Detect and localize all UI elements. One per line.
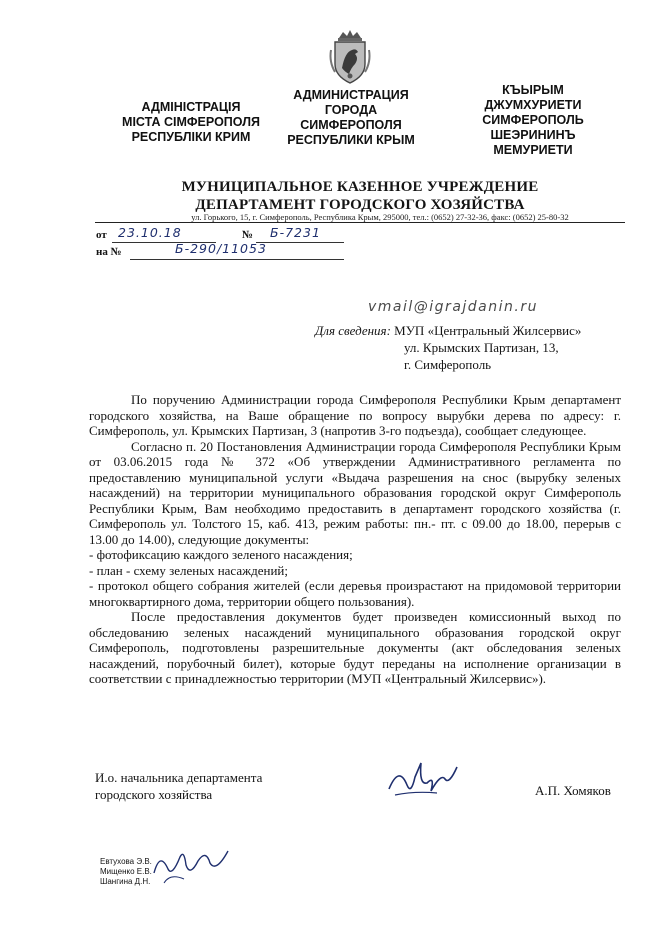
- header-line: СИМФЕРОПОЛЬ: [482, 113, 584, 127]
- header-line: РЕСПУБЛІКИ КРИМ: [131, 130, 251, 144]
- recipient-city: г. Симферополь: [404, 357, 492, 372]
- reference-value: Б-290/11053: [175, 241, 267, 256]
- document-list-item: - план - схему зеленых насаждений;: [89, 562, 288, 578]
- header-line: МІСТА СІМФЕРОПОЛЯ: [122, 115, 260, 129]
- date-label: от: [96, 229, 107, 241]
- handwritten-initials: [150, 843, 230, 888]
- signatory-name: А.П. Хомяков: [535, 783, 611, 798]
- document-list-item: - протокол общего собрания жителей (если деревья произрастают на придомовой территории многоквартирного дома, территории общего пользования).: [89, 578, 621, 609]
- header-russian-title: [276, 88, 426, 148]
- reference-label: на №: [96, 246, 122, 258]
- body-paragraph-2: Согласно п. 20 Постановления Администрации города Симферополя Республики Крым от 03.06.2015 года № 372 «Об утверждении Административного регламента по предоставлению муниципальной услуги «Выдача разрешения на снос (вырубку зеленых насаждений) на территории муниципального образования городской округ Симферополь Республики Крым, Вам необходимо предоставить в департамент городского хозяйства (г. Симферополь ул. Толстого 15, каб. 413, режим работы: пн.- пт. с 09.00 до 18.00, перерыв с 13.00 до 14.00), следующие документы:: [89, 438, 621, 547]
- date-value: 23.10.18: [118, 225, 182, 240]
- institution-name: [100, 178, 620, 214]
- header-line: АДМІНІСТРАЦІЯ: [141, 100, 241, 114]
- signatory-title: [95, 769, 262, 803]
- body-paragraph-1: По поручению Администрации города Симферополя Республики Крым департамент городского хозяйства, на Ваше обращение по вопросу вырубки дерева по адресу: г. Симферополь, ул. Крымских Партизан, 3 (напротив 3-го подъезда), сообщает следующее.: [89, 392, 621, 438]
- number-underline: [256, 242, 344, 243]
- header-line: КЪЫРЫМ: [502, 83, 564, 97]
- number-value: Б-7231: [270, 225, 321, 240]
- header-line: ДЖУМХУРИЕТИ: [484, 98, 582, 112]
- handwritten-email-note: vmail@igrajdanin.ru: [368, 299, 538, 315]
- recipient-street: ул. Крымских Партизан, 13,: [404, 340, 559, 355]
- header-line: РЕСПУБЛИКИ КРЫМ: [287, 133, 415, 147]
- reference-underline: [130, 259, 344, 260]
- handwritten-signature: [385, 755, 465, 805]
- executor-name: Мищенко Е.В.: [100, 867, 152, 876]
- institution-address: ул. Горького, 15, г. Симферополь, Республика Крым, 295000, тел.: (0652) 27-32-36, факс: (0652) 25-80-32: [191, 212, 569, 222]
- recipient-org: МУП «Центральный Жилсервис»: [394, 323, 582, 338]
- header-divider: [95, 222, 625, 223]
- document-list-item: - фотофиксацию каждого зеленого насаждения;: [89, 547, 353, 562]
- header-line: СИМФЕРОПОЛЯ: [300, 118, 402, 132]
- institution-line: ДЕПАРТАМЕНТ ГОРОДСКОГО ХОЗЯЙСТВА: [195, 197, 525, 213]
- recipient-block: [315, 322, 581, 373]
- header-line: ШЕЭРИНИНЪ: [490, 128, 576, 142]
- header-ukrainian-title: [96, 100, 286, 145]
- header-line: МЕМУРИЕТИ: [493, 143, 573, 157]
- executors-list: [100, 857, 152, 887]
- executor-name: Евтухова Э.В.: [100, 857, 152, 866]
- crimea-coat-of-arms-emblem: [325, 28, 375, 88]
- number-label: №: [242, 229, 254, 241]
- header-crimean-tatar-title: [458, 83, 608, 158]
- institution-line: МУНИЦИПАЛЬНОЕ КАЗЕННОЕ УЧРЕЖДЕНИЕ: [181, 179, 539, 195]
- executor-name: Шангина Д.Н.: [100, 877, 151, 886]
- signatory-title-line: И.о. начальника департамента: [95, 770, 263, 785]
- header-line: ГОРОДА: [324, 103, 378, 117]
- signatory-title-line: городского хозяйства: [95, 787, 213, 802]
- letter-body: [89, 392, 621, 687]
- header-line: АДМИНИСТРАЦИЯ: [293, 88, 409, 102]
- recipient-label: Для сведения:: [315, 323, 391, 338]
- body-paragraph-3: После предоставления документов будет произведен комиссионный выход по обследованию зеленых насаждений муниципального образования городской округ Симферополь, подготовлены разрешительные документы (акт обследования зеленых насаждений, порубочный билет), которые будут переданы на исполнение организации в соответствии с принадлежностью территории (МУП «Центральный Жилсервис»).: [89, 609, 621, 686]
